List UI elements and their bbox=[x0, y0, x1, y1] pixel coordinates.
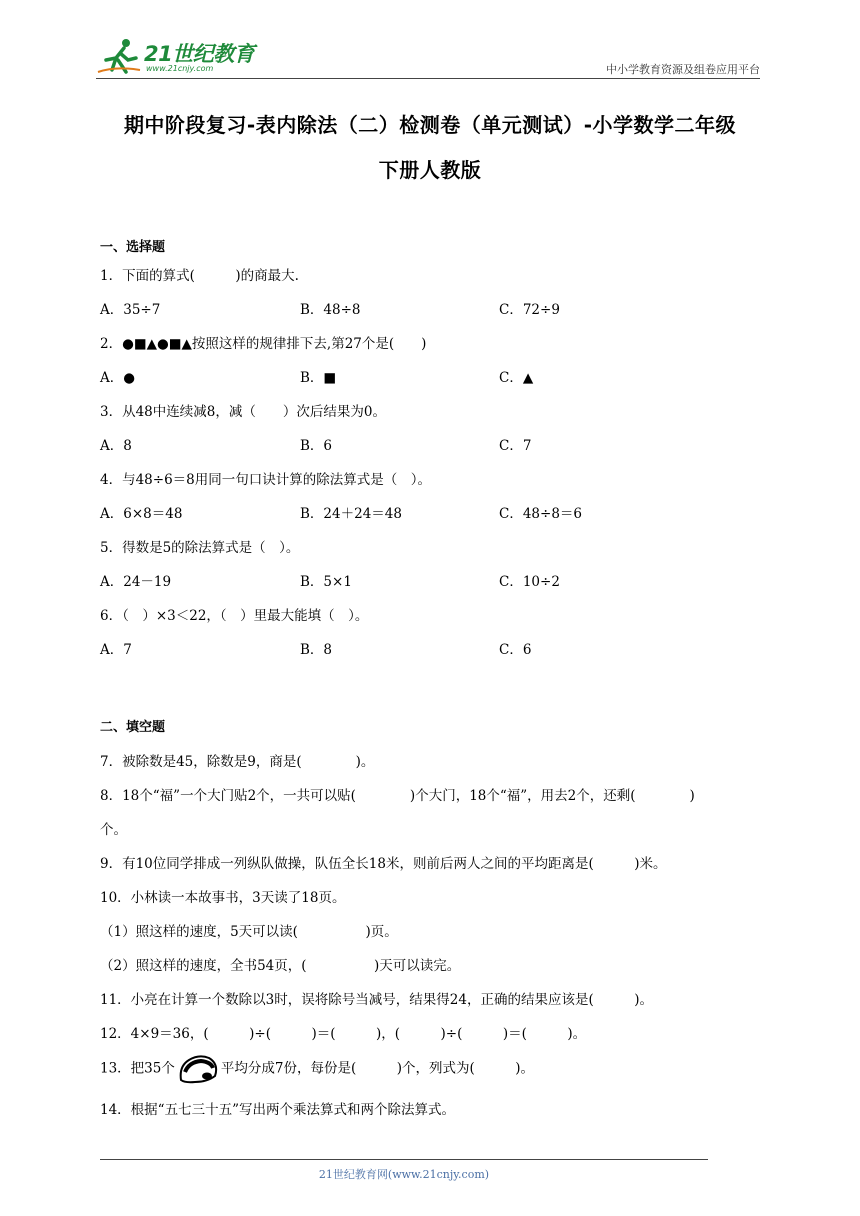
option-2c: C．▲ bbox=[499, 370, 534, 386]
fortune-bag-icon bbox=[177, 1054, 219, 1084]
option-3b: B．6 bbox=[300, 438, 333, 454]
question-7: 7．被除数是45，除数是9，商是( )。 bbox=[100, 754, 375, 770]
section-heading-choice: 一、选择题 bbox=[100, 240, 166, 255]
page-header bbox=[96, 32, 760, 80]
question-4: 4．与48÷6＝8用同一句口诀计算的除法算式是（ ）。 bbox=[100, 472, 432, 488]
option-3c: C．7 bbox=[499, 438, 532, 454]
site-logo bbox=[96, 36, 296, 76]
question-13-start: 13．把35个 bbox=[100, 1060, 175, 1077]
footer-link[interactable]: 21世纪教育网(www.21cnjy.com) bbox=[318, 1168, 490, 1181]
option-1a: A．35÷7 bbox=[100, 302, 161, 318]
question-14: 14．根据“五七三十五”写出两个乘法算式和两个除法算式。 bbox=[100, 1102, 455, 1118]
option-5a: A．24－19 bbox=[100, 574, 172, 590]
question-10-1: （1）照这样的速度，5天可以读( )页。 bbox=[100, 924, 398, 940]
logo-text: 21世纪教育 bbox=[144, 42, 255, 66]
question-2: 2．●■▲●■▲按照这样的规律排下去,第27个是( ) bbox=[100, 336, 427, 352]
option-5c: C．10÷2 bbox=[499, 574, 560, 590]
header-divider bbox=[96, 78, 760, 79]
question-12: 12．4×9＝36，( )÷( )＝( )，( )÷( )＝( )。 bbox=[100, 1026, 587, 1042]
question-6: 6．（ ）×3＜22，（ ）里最大能填（ ）。 bbox=[100, 608, 369, 624]
question-10: 10．小林读一本故事书，3天读了18页。 bbox=[100, 890, 346, 906]
option-5b: B．5×1 bbox=[300, 574, 352, 590]
question-10-2: （2）照这样的速度，全书54页，( )天可以读完。 bbox=[100, 958, 461, 974]
page-title-line1: 期中阶段复习-表内除法（二）检测卷（单元测试）-小学数学二年级 bbox=[123, 113, 737, 137]
option-2a: A．● bbox=[100, 370, 136, 386]
question-3: 3．从48中连续减8，减（ ）次后结果为0。 bbox=[100, 404, 386, 420]
option-4c: C．48÷8＝6 bbox=[499, 506, 582, 522]
option-4b: B．24＋24＝48 bbox=[300, 506, 402, 522]
option-3a: A．8 bbox=[100, 438, 132, 454]
question-13-end: 平均分成7份，每份是( )个，列式为( )。 bbox=[220, 1060, 535, 1077]
question-11: 11．小亮在计算一个数除以3时，误将除号当减号，结果得24，正确的结果应该是( )。 bbox=[100, 992, 653, 1008]
option-1c: C．72÷9 bbox=[499, 302, 560, 318]
question-9: 9．有10位同学排成一列纵队做操，队伍全长18米，则前后两人之间的平均距离是( )米。 bbox=[100, 856, 667, 872]
runner-logo-icon bbox=[96, 36, 142, 76]
option-6a: A．7 bbox=[100, 642, 132, 658]
option-6b: B．8 bbox=[300, 642, 333, 658]
option-2b: B．■ bbox=[300, 370, 337, 386]
platform-label: 中小学教育资源及组卷应用平台 bbox=[606, 63, 760, 76]
option-1b: B．48÷8 bbox=[300, 302, 361, 318]
question-1: 1．下面的算式( )的商最大. bbox=[100, 268, 299, 284]
section-heading-fill: 二、填空题 bbox=[100, 720, 166, 735]
page-title-line2: 下册人教版 bbox=[378, 158, 482, 182]
question-5: 5．得数是5的除法算式是（ ）。 bbox=[100, 540, 300, 556]
logo-url: www.21cnjy.com bbox=[146, 64, 214, 73]
question-8: 8．18个“福”一个大门贴2个，一共可以贴( )个大门，18个“福”，用去2个，还剩( ) bbox=[100, 788, 695, 804]
option-4a: A．6×8＝48 bbox=[100, 506, 183, 522]
question-13 bbox=[100, 1054, 534, 1084]
question-8-cont: 个。 bbox=[100, 822, 127, 838]
footer-divider bbox=[100, 1159, 708, 1160]
option-6c: C．6 bbox=[499, 642, 532, 658]
